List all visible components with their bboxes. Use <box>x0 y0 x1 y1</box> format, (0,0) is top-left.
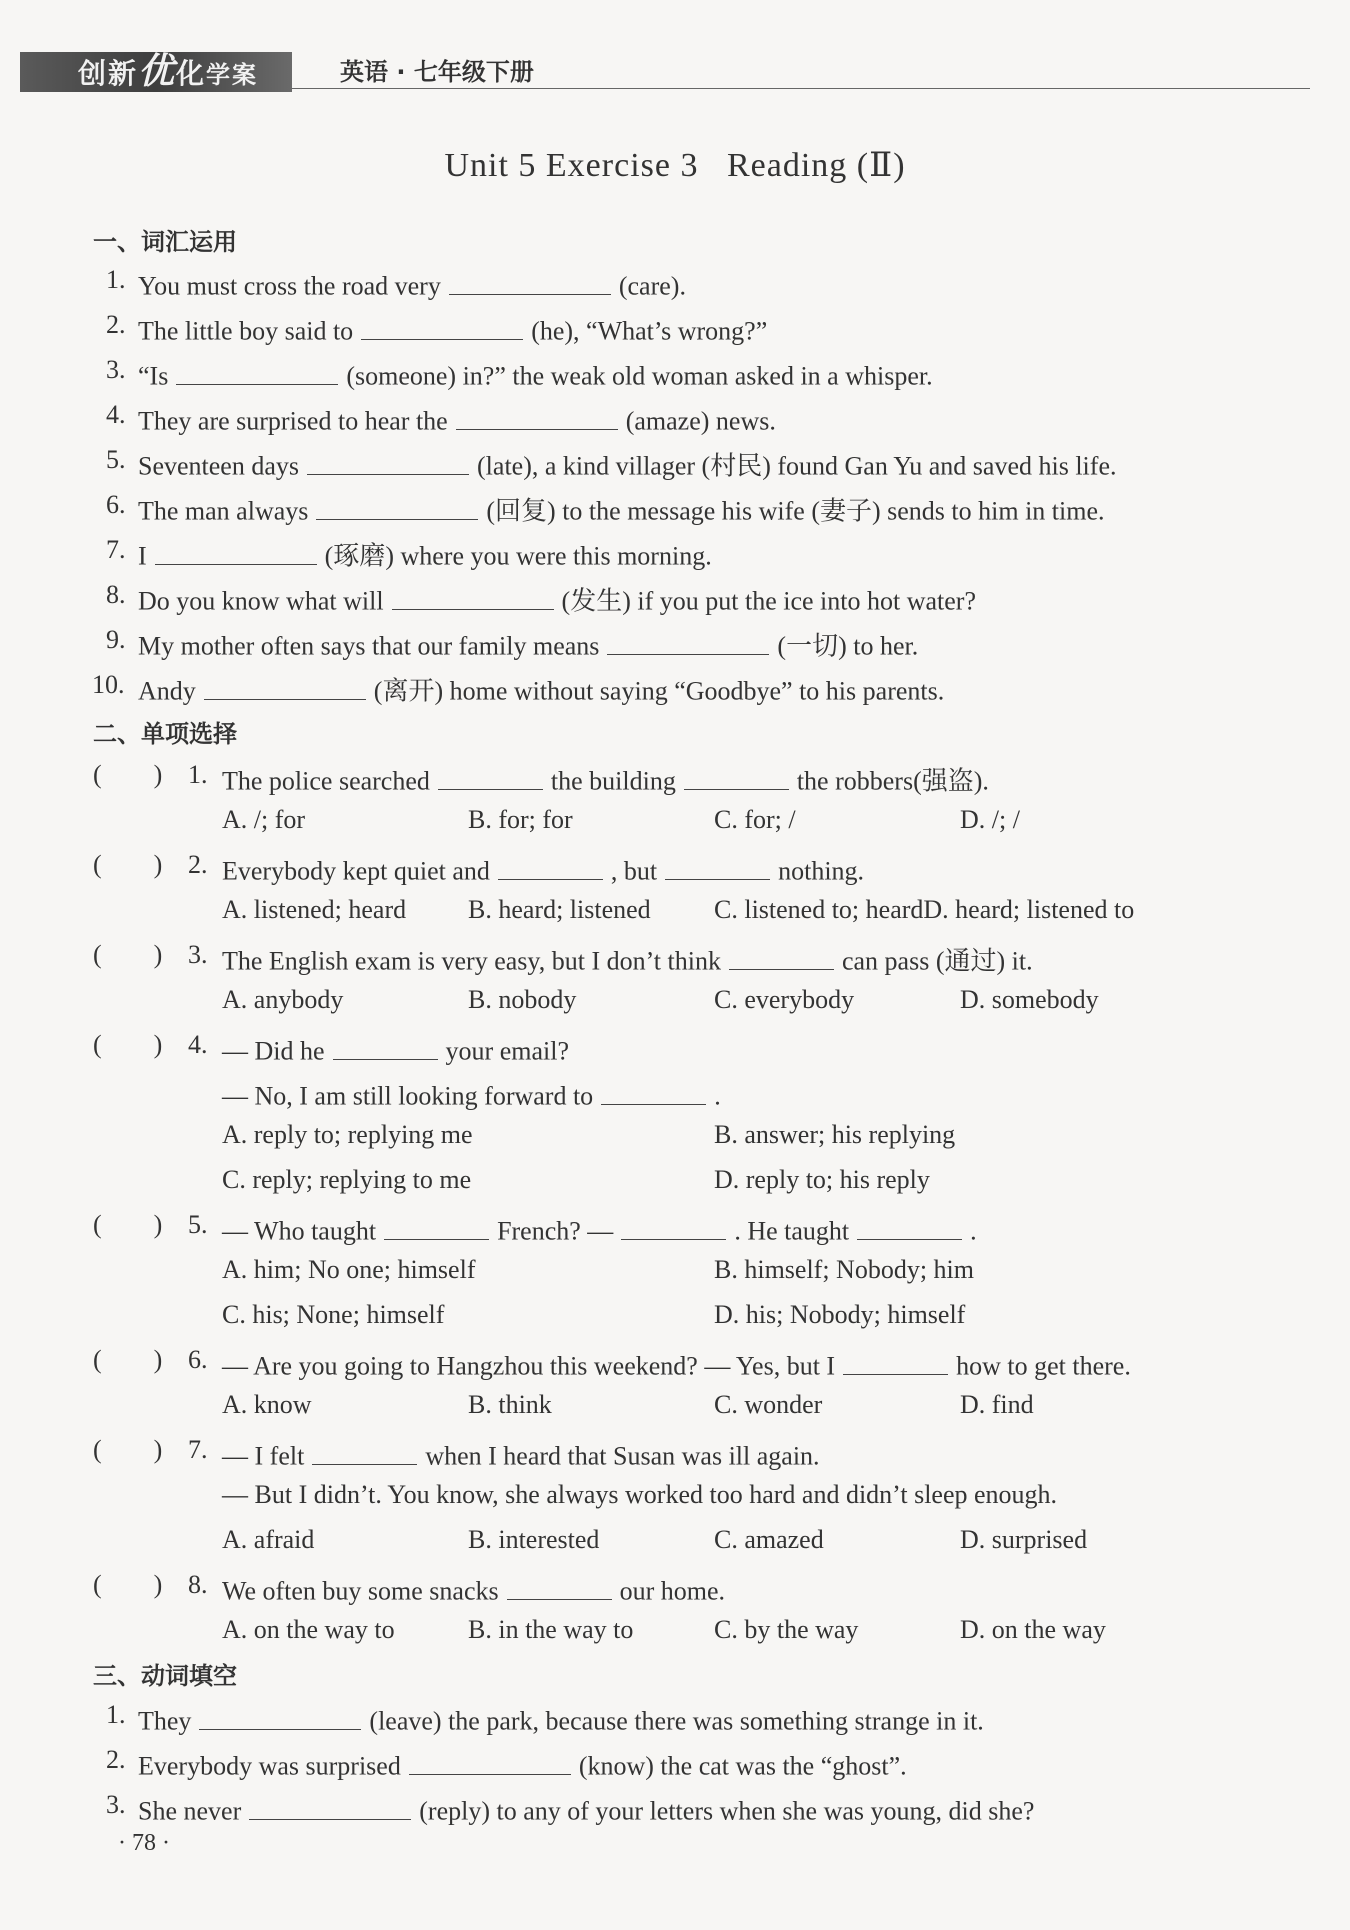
option[interactable]: D. somebody <box>960 985 1099 1014</box>
answer-blank[interactable] <box>361 310 523 340</box>
option[interactable]: B. nobody <box>468 985 577 1014</box>
option[interactable]: B. answer; his replying <box>714 1120 956 1149</box>
answer-blank[interactable] <box>312 1435 417 1465</box>
stem-text: The English exam is very easy, but I don’t think <box>222 946 721 976</box>
page-title: Unit 5 Exercise 3 Reading (Ⅱ) <box>444 147 906 184</box>
item-number: 2. <box>106 310 126 339</box>
answer-bracket[interactable]: ( ) <box>93 1435 163 1464</box>
hint-text: (know) the cat was the “ghost”. <box>578 1751 907 1781</box>
subject-label: 英语 · 七年级下册 <box>340 58 534 86</box>
stem-text: Everybody kept quiet and <box>222 856 490 886</box>
item-text <box>138 1700 984 1737</box>
brand-logo: 创新优化学案 <box>78 51 259 92</box>
item-text <box>138 670 944 708</box>
hint-text: (reply) to any of your letters when she was young, did she? <box>419 1796 1035 1826</box>
prompt-text: She never <box>138 1796 242 1826</box>
item-number: 10. <box>92 670 125 699</box>
option[interactable]: A. afraid <box>222 1525 315 1554</box>
item-text <box>138 625 918 663</box>
answer-blank[interactable] <box>601 1075 706 1105</box>
stem-text: the robbers(强盗). <box>796 766 989 796</box>
answer-blank[interactable] <box>507 1570 612 1600</box>
question-number: 8. <box>188 1570 208 1599</box>
stem-text: , but <box>610 856 658 886</box>
stem-text: — I felt <box>222 1441 305 1471</box>
option[interactable]: C. reply; replying to me <box>222 1165 472 1194</box>
stem-text: . <box>970 1216 977 1246</box>
item-number: 9. <box>106 625 126 654</box>
answer-bracket[interactable]: ( ) <box>93 850 163 879</box>
hint-text: (care). <box>618 271 686 301</box>
prompt-text: Andy <box>138 676 196 706</box>
option[interactable]: B. in the way to <box>468 1615 634 1644</box>
stem-text: — But I didn’t. You know, she always worked too hard and didn’t sleep enough. <box>222 1480 1058 1509</box>
option[interactable]: B. interested <box>468 1525 600 1554</box>
stem-text: . <box>714 1081 721 1111</box>
prompt-text: I <box>138 541 147 571</box>
option[interactable]: A. listened; heard <box>222 895 407 924</box>
option[interactable]: C. amazed <box>714 1525 824 1554</box>
item-number: 8. <box>106 580 126 609</box>
question-text <box>222 1570 725 1607</box>
answer-blank[interactable] <box>204 670 366 700</box>
item-number: 1. <box>106 265 126 294</box>
question-number: 5. <box>188 1210 208 1239</box>
item-number: 4. <box>106 400 126 429</box>
stem-text: our home. <box>619 1576 726 1606</box>
hint-text: (he), “What’s wrong?” <box>531 316 768 346</box>
option[interactable]: C. for; / <box>714 805 796 834</box>
stem-text: French? — <box>497 1216 614 1246</box>
answer-bracket[interactable]: ( ) <box>93 1030 163 1059</box>
question-number: 4. <box>188 1030 208 1059</box>
answer-blank[interactable] <box>316 490 478 520</box>
prompt-text: “Is <box>138 361 169 391</box>
question-text <box>222 1345 1131 1382</box>
answer-blank[interactable] <box>438 760 543 790</box>
prompt-text: You must cross the road very <box>138 271 441 301</box>
option[interactable]: C. listened to; heardD. heard; listened to <box>714 895 1135 924</box>
section-heading-vocab: 一、词汇运用 <box>93 228 237 256</box>
hint-text: (leave) the park, because there was something strange in it. <box>369 1706 984 1736</box>
item-text <box>138 265 686 302</box>
answer-bracket[interactable]: ( ) <box>93 760 163 789</box>
stem-text: your email? <box>445 1036 569 1066</box>
answer-bracket[interactable]: ( ) <box>93 1570 163 1599</box>
prompt-text: The little boy said to <box>138 316 354 346</box>
answer-blank[interactable] <box>729 940 834 970</box>
answer-bracket[interactable]: ( ) <box>93 1345 163 1374</box>
option[interactable]: C. by the way <box>714 1615 859 1644</box>
option[interactable]: A. reply to; replying me <box>222 1120 473 1149</box>
question-text <box>222 940 1033 978</box>
answer-blank[interactable] <box>607 625 769 655</box>
answer-blank[interactable] <box>621 1210 726 1240</box>
hint-text: (发生) if you put the ice into hot water? <box>561 586 976 616</box>
item-number: 1. <box>106 1700 126 1729</box>
stem-text: The police searched <box>222 766 430 796</box>
option[interactable]: A. him; No one; himself <box>222 1255 476 1284</box>
question-text <box>222 1075 721 1112</box>
option[interactable]: C. wonder <box>714 1390 823 1419</box>
answer-blank[interactable] <box>498 850 603 880</box>
hint-text: (离开) home without saying “Goodbye” to his parents. <box>373 676 945 706</box>
item-number: 7. <box>106 535 126 564</box>
section-heading-verbs: 三、动词填空 <box>93 1662 237 1690</box>
option[interactable]: B. himself; Nobody; him <box>714 1255 974 1284</box>
hint-text: (late), a kind villager (村民) found Gan Yu and saved his life. <box>477 451 1117 481</box>
prompt-text: Everybody was surprised <box>138 1751 401 1781</box>
option[interactable]: D. on the way <box>960 1615 1106 1644</box>
question-number: 2. <box>188 850 208 879</box>
stem-text: . He taught <box>734 1216 850 1246</box>
section-heading-choice: 二、单项选择 <box>93 720 237 748</box>
question-text <box>222 760 989 798</box>
option[interactable]: D. reply to; his reply <box>714 1165 930 1194</box>
stem-text: the building <box>550 766 676 796</box>
item-number: 6. <box>106 490 126 519</box>
item-text <box>138 355 933 392</box>
question-text <box>222 850 864 887</box>
prompt-text: The man always <box>138 496 309 526</box>
item-text <box>138 490 1105 528</box>
stem-text: — Who taught <box>222 1216 377 1246</box>
stem-text: — Did he <box>222 1036 325 1066</box>
option[interactable]: A. /; for <box>222 805 306 834</box>
item-text <box>138 1745 907 1782</box>
answer-blank[interactable] <box>333 1030 438 1060</box>
option[interactable]: D. surprised <box>960 1525 1088 1554</box>
answer-bracket[interactable]: ( ) <box>93 940 163 969</box>
item-text <box>138 535 712 573</box>
question-text <box>222 1435 820 1472</box>
item-text <box>138 445 1116 483</box>
answer-bracket[interactable]: ( ) <box>93 1210 163 1239</box>
question-number: 7. <box>188 1435 208 1464</box>
stem-text: nothing. <box>778 856 865 886</box>
question-number: 3. <box>188 940 208 969</box>
answer-blank[interactable] <box>384 1210 489 1240</box>
hint-text: (someone) in?” the weak old woman asked in a whisper. <box>346 361 933 391</box>
item-text <box>138 1790 1034 1827</box>
stem-text: how to get there. <box>956 1351 1131 1381</box>
answer-blank[interactable] <box>684 760 789 790</box>
option[interactable]: A. anybody <box>222 985 344 1014</box>
answer-blank[interactable] <box>857 1210 962 1240</box>
hint-text: (琢磨) where you were this morning. <box>324 541 712 571</box>
option[interactable]: D. /; / <box>960 805 1020 834</box>
question-text <box>222 1480 1057 1510</box>
answer-blank[interactable] <box>249 1790 411 1820</box>
prompt-text: Do you know what will <box>138 586 384 616</box>
stem-text: can pass (通过) it. <box>841 946 1033 976</box>
answer-blank[interactable] <box>176 355 338 385</box>
option[interactable]: C. everybody <box>714 985 855 1014</box>
prompt-text: They are surprised to hear the <box>138 406 448 436</box>
stem-text: — No, I am still looking forward to <box>222 1081 594 1111</box>
item-number: 2. <box>106 1745 126 1774</box>
answer-blank[interactable] <box>392 580 554 610</box>
option[interactable]: D. his; Nobody; himself <box>714 1300 966 1329</box>
item-text <box>138 310 767 347</box>
option[interactable]: B. think <box>468 1390 552 1419</box>
prompt-text: Seventeen days <box>138 451 300 481</box>
option[interactable]: D. find <box>960 1390 1034 1419</box>
stem-text: when I heard that Susan was ill again. <box>425 1441 820 1471</box>
answer-blank[interactable] <box>449 265 611 295</box>
item-number: 5. <box>106 445 126 474</box>
item-text <box>138 580 976 618</box>
answer-blank[interactable] <box>199 1700 361 1730</box>
item-number: 3. <box>106 1790 126 1819</box>
answer-blank[interactable] <box>456 400 618 430</box>
hint-text: (amaze) news. <box>625 406 776 436</box>
option[interactable]: B. for; for <box>468 805 573 834</box>
hint-text: (一切) to her. <box>777 631 919 661</box>
question-number: 1. <box>188 760 208 789</box>
answer-blank[interactable] <box>155 535 317 565</box>
question-text <box>222 1030 569 1067</box>
question-text <box>222 1210 977 1247</box>
prompt-text: My mother often says that our family means <box>138 631 600 661</box>
answer-blank[interactable] <box>307 445 469 475</box>
hint-text: (回复) to the message his wife (妻子) sends to him in time. <box>486 496 1105 526</box>
item-text <box>138 400 776 437</box>
answer-blank[interactable] <box>665 850 770 880</box>
question-number: 6. <box>188 1345 208 1374</box>
option[interactable]: A. know <box>222 1390 312 1419</box>
option[interactable]: C. his; None; himself <box>222 1300 445 1329</box>
stem-text: — Are you going to Hangzhou this weekend? — Yes, but I <box>222 1351 836 1381</box>
option[interactable]: B. heard; listened <box>468 895 651 924</box>
answer-blank[interactable] <box>843 1345 948 1375</box>
prompt-text: They <box>138 1706 192 1736</box>
stem-text: We often buy some snacks <box>222 1576 499 1606</box>
item-number: 3. <box>106 355 126 384</box>
answer-blank[interactable] <box>409 1745 571 1775</box>
header-divider <box>292 88 1310 89</box>
page-number: · 78 · <box>118 1830 170 1856</box>
option[interactable]: A. on the way to <box>222 1615 395 1644</box>
